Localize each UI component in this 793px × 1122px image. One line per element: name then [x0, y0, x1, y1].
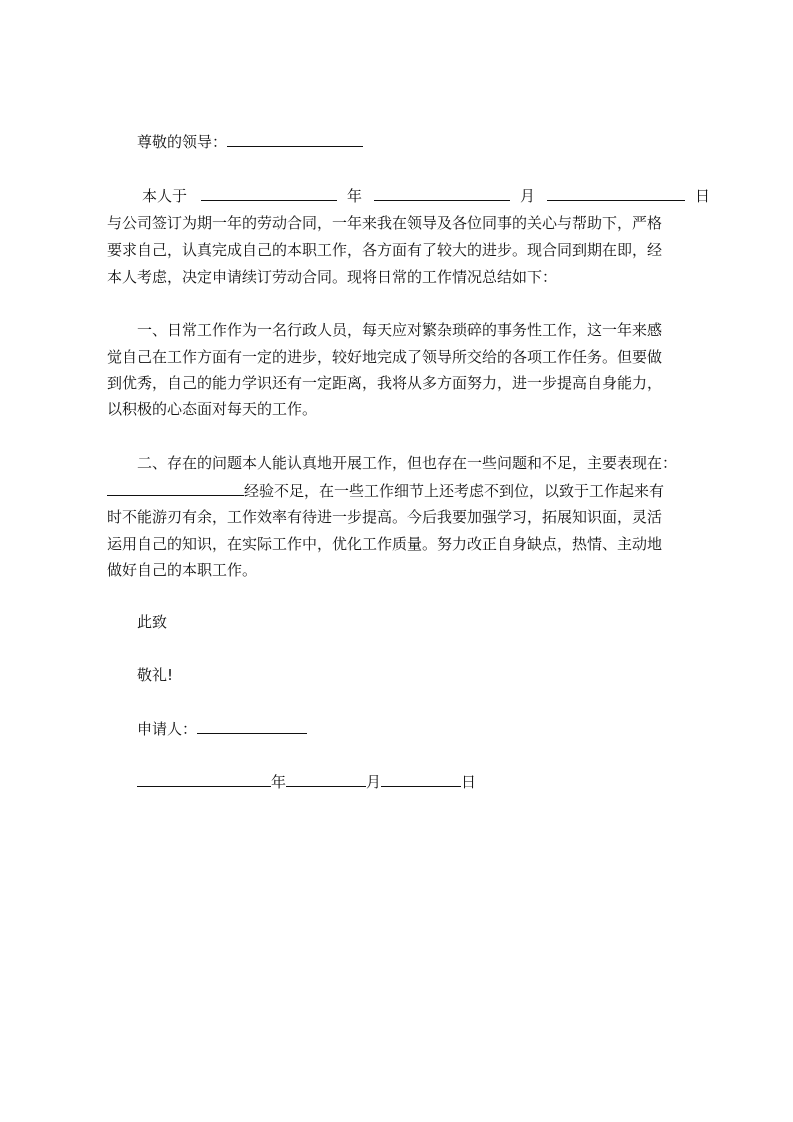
start-day-blank [547, 186, 685, 201]
section1-line-2: 觉自己在工作方面有一定的进步，较好地完成了领导所交给的各项工作任务。但要做 [107, 348, 663, 366]
intro-line-2: 与公司签订为期一年的劳动合同，一年来我在领导及各位同事的关心与帮助下，严格 [107, 214, 663, 232]
intro-start-text: 本人于 [142, 187, 188, 205]
intro-month-text: 月 [520, 187, 536, 205]
intro-year-text: 年 [347, 187, 363, 205]
closing-cizhi: 此致 [137, 613, 168, 631]
section2-line-2-text: 经验不足，在一些工作细节上还考虑不到位，以致于工作起来有 [244, 482, 665, 500]
date-month-blank [286, 772, 366, 787]
date-day-text: 日 [461, 773, 477, 791]
intro-line-1 [142, 186, 710, 206]
date-month-text: 月 [366, 773, 382, 791]
applicant-blank [197, 719, 307, 734]
recipient-blank [227, 132, 363, 147]
date-line [137, 772, 476, 792]
date-year-text: 年 [271, 773, 287, 791]
start-year-blank [201, 186, 337, 201]
section1-line-1: 一、日常工作作为一名行政人员，每天应对繁杂琐碎的事务性工作，这一年来感 [137, 321, 663, 339]
section1-line-3: 到优秀，自己的能力学识还有一定距离，我将从多方面努力，进一步提高自身能力， [107, 374, 663, 392]
section2-line-4: 运用自己的知识，在实际工作中，优化工作质量。努力改正自身缺点，热情、主动地 [107, 535, 663, 553]
applicant-label: 申请人： [137, 720, 198, 738]
section2-line-2 [107, 481, 664, 501]
intro-day-text: 日 [695, 187, 711, 205]
intro-line-4: 本人考虑，决定申请续订劳动合同。现将日常的工作情况总结如下： [107, 268, 558, 286]
date-year-blank [137, 772, 271, 787]
intro-line-3: 要求自己，认真完成自己的本职工作，各方面有了较大的进步。现合同到期在即，经 [107, 241, 663, 259]
section1-line-4: 以积极的心态面对每天的工作。 [107, 400, 318, 418]
section2-line-1: 二、存在的问题本人能认真地开展工作，但也存在一些问题和不足，主要表现在： [137, 454, 678, 472]
salutation-label: 尊敬的领导： [137, 133, 228, 151]
applicant-line [137, 719, 307, 739]
date-day-blank [381, 772, 461, 787]
section2-line-5: 做好自己的本职工作。 [107, 561, 258, 579]
start-month-blank [374, 186, 510, 201]
issue-blank [107, 481, 244, 496]
salutation-line [137, 132, 363, 152]
section2-line-3: 时不能游刃有余，工作效率有待进一步提高。今后我要加强学习，拓展知识面，灵活 [107, 508, 663, 526]
closing-jingli: 敬礼! [137, 666, 174, 684]
